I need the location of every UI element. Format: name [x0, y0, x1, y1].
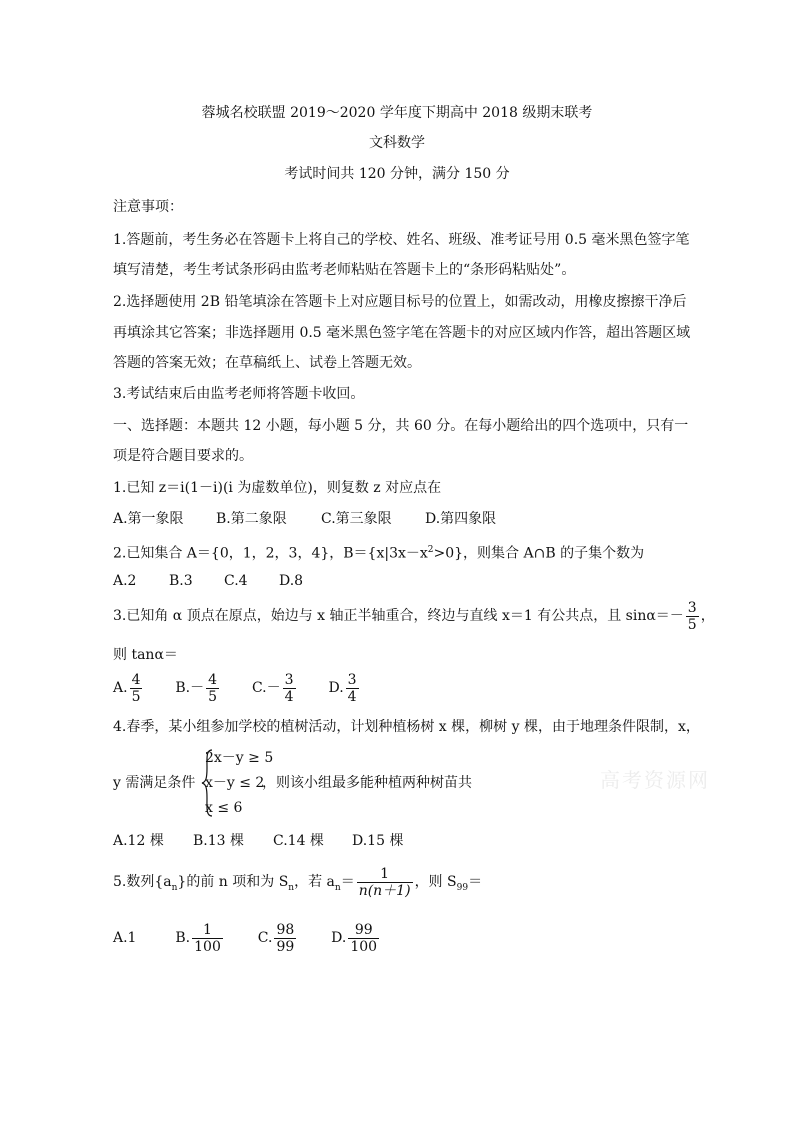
- question-5-option-d: D. $\frac{99}{100}$: [331, 921, 378, 955]
- note-3: 3.考试结束后由监考老师将答题卡收回。: [113, 386, 365, 402]
- question-5-option-a: A.1: [113, 930, 137, 946]
- question-3-options: [113, 668, 361, 708]
- notes-heading: 注意事项：: [113, 199, 183, 215]
- note-1-line-2: 填写清楚，考生考试条形码由监考老师粘贴在答题卡上的“条形码粘贴处”。: [113, 262, 576, 278]
- question-3-option-b: B.－ $\frac{4}{5}$: [175, 671, 218, 705]
- question-4-option-c: C.14 棵: [273, 833, 324, 849]
- question-2-option-a: A.2: [113, 573, 137, 589]
- question-3-option-c: C.－ $\frac{3}{4}$: [251, 671, 294, 705]
- question-3-line-2: 则 tanα＝: [113, 647, 178, 663]
- note-2-line-2: 再填涂其它答案；非选择题用 0.5 毫米黑色签字笔在答题卡的对应区域内作答，超出答题区域: [113, 325, 691, 341]
- question-4-option-a: A.12 棵: [113, 833, 164, 849]
- section-heading-line-2: 项是符合题目要求的。: [113, 448, 253, 464]
- note-2-line-1: 2.选择题使用 2B 铅笔填涂在答题卡上对应题目标号的位置上，如需改动，用橡皮擦擦干净后: [113, 294, 687, 310]
- constraint-2: x－y ≤ 2: [205, 775, 265, 791]
- question-4-option-d: D.15 棵: [352, 833, 404, 849]
- note-1-line-1: 1.答题前，考生务必在答题卡上将自己的学校、姓名、班级、准考证号用 0.5 毫米黑色签字笔: [113, 232, 690, 248]
- question-5-options: [113, 918, 381, 958]
- constraint-1: 2x－y ≥ 5: [205, 750, 274, 766]
- exam-title: 蓉城名校联盟 2019～2020 学年度下期高中 2018 级期末联考: [201, 105, 593, 121]
- question-5-stem: 5.数列$\{a_n\}$的前 n 项和为 $S_n$，若 $a_n=$ $\frac{1}{n(n+1)}$ ，则 $S_{99}=$: [113, 865, 483, 899]
- subject-title: 文科数学: [369, 135, 425, 151]
- question-5-option-b: B. $\frac{1}{100}$: [175, 921, 221, 955]
- watermark: 高考资源网: [600, 768, 710, 792]
- question-3-option-a: A. $\frac{4}{5}$: [113, 671, 141, 705]
- exam-info: 考试时间共 120 分钟，满分 150 分: [284, 166, 510, 182]
- fraction-3-5: $\frac{3}{5}$: [687, 599, 697, 633]
- question-4-condition-prefix: y 需满足条件: [113, 775, 196, 791]
- question-1-option-a: A.第一象限: [113, 511, 184, 527]
- question-2-stem: 2.已知集合 A＝{0，1，2，3，4}，$B=\{x|3x-x^2>0\}$，则集合 A∩B 的子集个数为: [113, 545, 645, 562]
- question-1-option-b: B.第二象限: [216, 511, 287, 527]
- fraction-1-over-n-n-plus-1: $\frac{1}{n(n+1)}$: [358, 865, 411, 899]
- question-4-option-b: B.13 棵: [193, 833, 245, 849]
- question-3-stem: 3.已知角 α 顶点在原点，始边与 x 轴正半轴重合，终边与直线 x＝1 有公共点，且 sinα＝－ $\frac{3}{5}$ ，: [113, 599, 715, 633]
- question-5-option-c: C. $\frac{98}{99}$: [257, 921, 295, 955]
- question-2-option-b: B.3: [169, 573, 193, 589]
- note-2-line-3: 答题的答案无效；在草稿纸上、试卷上答题无效。: [113, 355, 421, 371]
- question-4-condition-suffix: ，则该小组最多能种植两种树苗共: [262, 775, 472, 791]
- question-3-option-d: D. $\frac{3}{4}$: [328, 671, 357, 705]
- question-1-option-d: D.第四象限: [425, 511, 497, 527]
- question-2-option-d: D.8: [279, 573, 304, 589]
- question-2-option-c: C.4: [224, 573, 248, 589]
- section-heading-line-1: 一、选择题：本题共 12 小题，每小题 5 分，共 60 分。在每小题给出的四个选项中，只有一: [113, 418, 689, 434]
- question-4-stem: 4.春季，某小组参加学校的植树活动，计划种植杨树 x 棵，柳树 y 棵，由于地理条件限制，x，: [113, 719, 700, 735]
- question-1-stem: 1.已知 z＝i(1－i)(i 为虚数单位)，则复数 z 对应点在: [113, 480, 442, 496]
- question-1-option-c: C.第三象限: [321, 511, 392, 527]
- constraint-3: x ≤ 6: [205, 800, 243, 816]
